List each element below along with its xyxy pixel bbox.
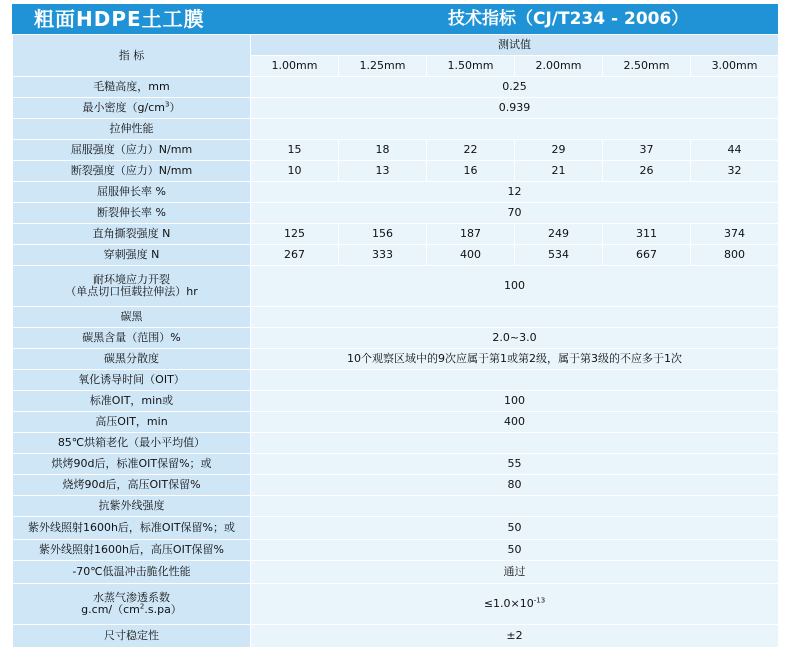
index-header: 指 标 bbox=[13, 35, 251, 77]
row-value: 311 bbox=[603, 224, 691, 245]
table-row bbox=[13, 77, 779, 98]
row-value: 通过 bbox=[251, 561, 779, 584]
table-row bbox=[13, 328, 779, 349]
row-label: 耐环境应力开裂 （单点切口恒载拉伸法）hr bbox=[13, 266, 251, 307]
section-row bbox=[13, 307, 779, 328]
table-row bbox=[13, 266, 779, 307]
thickness-cell: 2.00mm bbox=[515, 56, 603, 77]
table-row bbox=[13, 517, 779, 540]
table-row bbox=[13, 625, 779, 648]
empty-cell bbox=[251, 307, 779, 328]
table-row bbox=[13, 245, 779, 266]
section-row bbox=[13, 370, 779, 391]
row-label: 碳黑分散度 bbox=[13, 349, 251, 370]
table-row bbox=[13, 98, 779, 119]
title-bar bbox=[12, 4, 778, 34]
row-value: 534 bbox=[515, 245, 603, 266]
table-row bbox=[13, 161, 779, 182]
table-row bbox=[13, 540, 779, 561]
row-label: 毛糙高度，mm bbox=[13, 77, 251, 98]
row-value: 12 bbox=[251, 182, 779, 203]
thickness-cell: 2.50mm bbox=[603, 56, 691, 77]
row-value: 187 bbox=[427, 224, 515, 245]
row-label: 碳黑含量（范围）% bbox=[13, 328, 251, 349]
header-row bbox=[13, 35, 779, 56]
row-value: ±2 bbox=[251, 625, 779, 648]
row-label: 高压OIT，min bbox=[13, 412, 251, 433]
row-label: 尺寸稳定性 bbox=[13, 625, 251, 648]
row-label: -70℃低温冲击脆化性能 bbox=[13, 561, 251, 584]
section-label: 85℃烘箱老化（最小平均值） bbox=[13, 433, 251, 454]
row-value: 2.0~3.0 bbox=[251, 328, 779, 349]
row-value: 55 bbox=[251, 454, 779, 475]
section-label: 氧化诱导时间（OIT） bbox=[13, 370, 251, 391]
row-value: 0.25 bbox=[251, 77, 779, 98]
row-label: 水蒸气渗透系数 $g.cm/(cm^2.s.pa)$ bbox=[13, 584, 251, 625]
row-value: 800 bbox=[691, 245, 779, 266]
row-label: 穿刺强度 N bbox=[13, 245, 251, 266]
table-row bbox=[13, 475, 779, 496]
section-row bbox=[13, 119, 779, 140]
row-value: 37 bbox=[603, 140, 691, 161]
row-value: 18 bbox=[339, 140, 427, 161]
section-row bbox=[13, 433, 779, 454]
empty-cell bbox=[251, 370, 779, 391]
row-label: 紫外线照射1600h后，标准OIT保留%；或 bbox=[13, 517, 251, 540]
spec-table bbox=[12, 34, 779, 648]
row-value: 10个观察区域中的9次应属于第1或第2级，属于第3级的不应多于1次 bbox=[251, 349, 779, 370]
row-label: 屈服强度（应力）N/mm bbox=[13, 140, 251, 161]
row-value: 100 bbox=[251, 391, 779, 412]
row-value: 333 bbox=[339, 245, 427, 266]
row-value: 249 bbox=[515, 224, 603, 245]
table-row bbox=[13, 412, 779, 433]
table-row bbox=[13, 391, 779, 412]
row-value: 0.939 bbox=[251, 98, 779, 119]
thickness-cell: 1.50mm bbox=[427, 56, 515, 77]
table-row bbox=[13, 454, 779, 475]
table-row bbox=[13, 561, 779, 584]
empty-cell bbox=[251, 119, 779, 140]
row-value: 29 bbox=[515, 140, 603, 161]
row-label: 标准OIT，min或 bbox=[13, 391, 251, 412]
row-value: 15 bbox=[251, 140, 339, 161]
row-value: 100 bbox=[251, 266, 779, 307]
row-value: 16 bbox=[427, 161, 515, 182]
row-label: 紫外线照射1600h后，高压OIT保留% bbox=[13, 540, 251, 561]
row-value: 44 bbox=[691, 140, 779, 161]
table-row bbox=[13, 182, 779, 203]
table-row bbox=[13, 349, 779, 370]
row-label: 烧烤90d后，高压OIT保留% bbox=[13, 475, 251, 496]
row-value: 13 bbox=[339, 161, 427, 182]
table-row bbox=[13, 224, 779, 245]
section-label: 拉伸性能 bbox=[13, 119, 251, 140]
row-value: 125 bbox=[251, 224, 339, 245]
row-value: 32 bbox=[691, 161, 779, 182]
row-value: 22 bbox=[427, 140, 515, 161]
row-label: 屈服伸长率 % bbox=[13, 182, 251, 203]
row-label: 烘烤90d后，标准OIT保留%；或 bbox=[13, 454, 251, 475]
thickness-cell: 3.00mm bbox=[691, 56, 779, 77]
row-value: 156 bbox=[339, 224, 427, 245]
table-row bbox=[13, 140, 779, 161]
thickness-cell: 1.25mm bbox=[339, 56, 427, 77]
section-row bbox=[13, 496, 779, 517]
row-value: 10 bbox=[251, 161, 339, 182]
table-row bbox=[13, 203, 779, 224]
empty-cell bbox=[251, 496, 779, 517]
row-label: 断裂强度（应力）N/mm bbox=[13, 161, 251, 182]
row-value: 26 bbox=[603, 161, 691, 182]
row-value: 400 bbox=[251, 412, 779, 433]
row-label: 最小密度$(g/cm^3)$ bbox=[13, 98, 251, 119]
spec-standard-title: 技术指标（CJ/T234 - 2006） bbox=[448, 9, 689, 29]
row-value: 80 bbox=[251, 475, 779, 496]
row-value: 70 bbox=[251, 203, 779, 224]
row-value: 50 bbox=[251, 517, 779, 540]
row-value: 667 bbox=[603, 245, 691, 266]
product-title: 粗面HDPE土工膜 bbox=[34, 7, 205, 31]
row-value: 400 bbox=[427, 245, 515, 266]
table-row bbox=[13, 584, 779, 625]
row-value: 267 bbox=[251, 245, 339, 266]
row-label: 直角撕裂强度 N bbox=[13, 224, 251, 245]
row-label: 断裂伸长率 % bbox=[13, 203, 251, 224]
test-value-header: 测试值 bbox=[251, 35, 779, 56]
section-label: 碳黑 bbox=[13, 307, 251, 328]
row-value: 374 bbox=[691, 224, 779, 245]
row-value: $\le 1.0\times 10^{-13}$ bbox=[251, 584, 779, 625]
row-value: 50 bbox=[251, 540, 779, 561]
section-label: 抗紫外线强度 bbox=[13, 496, 251, 517]
row-value: 21 bbox=[515, 161, 603, 182]
empty-cell bbox=[251, 433, 779, 454]
thickness-cell: 1.00mm bbox=[251, 56, 339, 77]
